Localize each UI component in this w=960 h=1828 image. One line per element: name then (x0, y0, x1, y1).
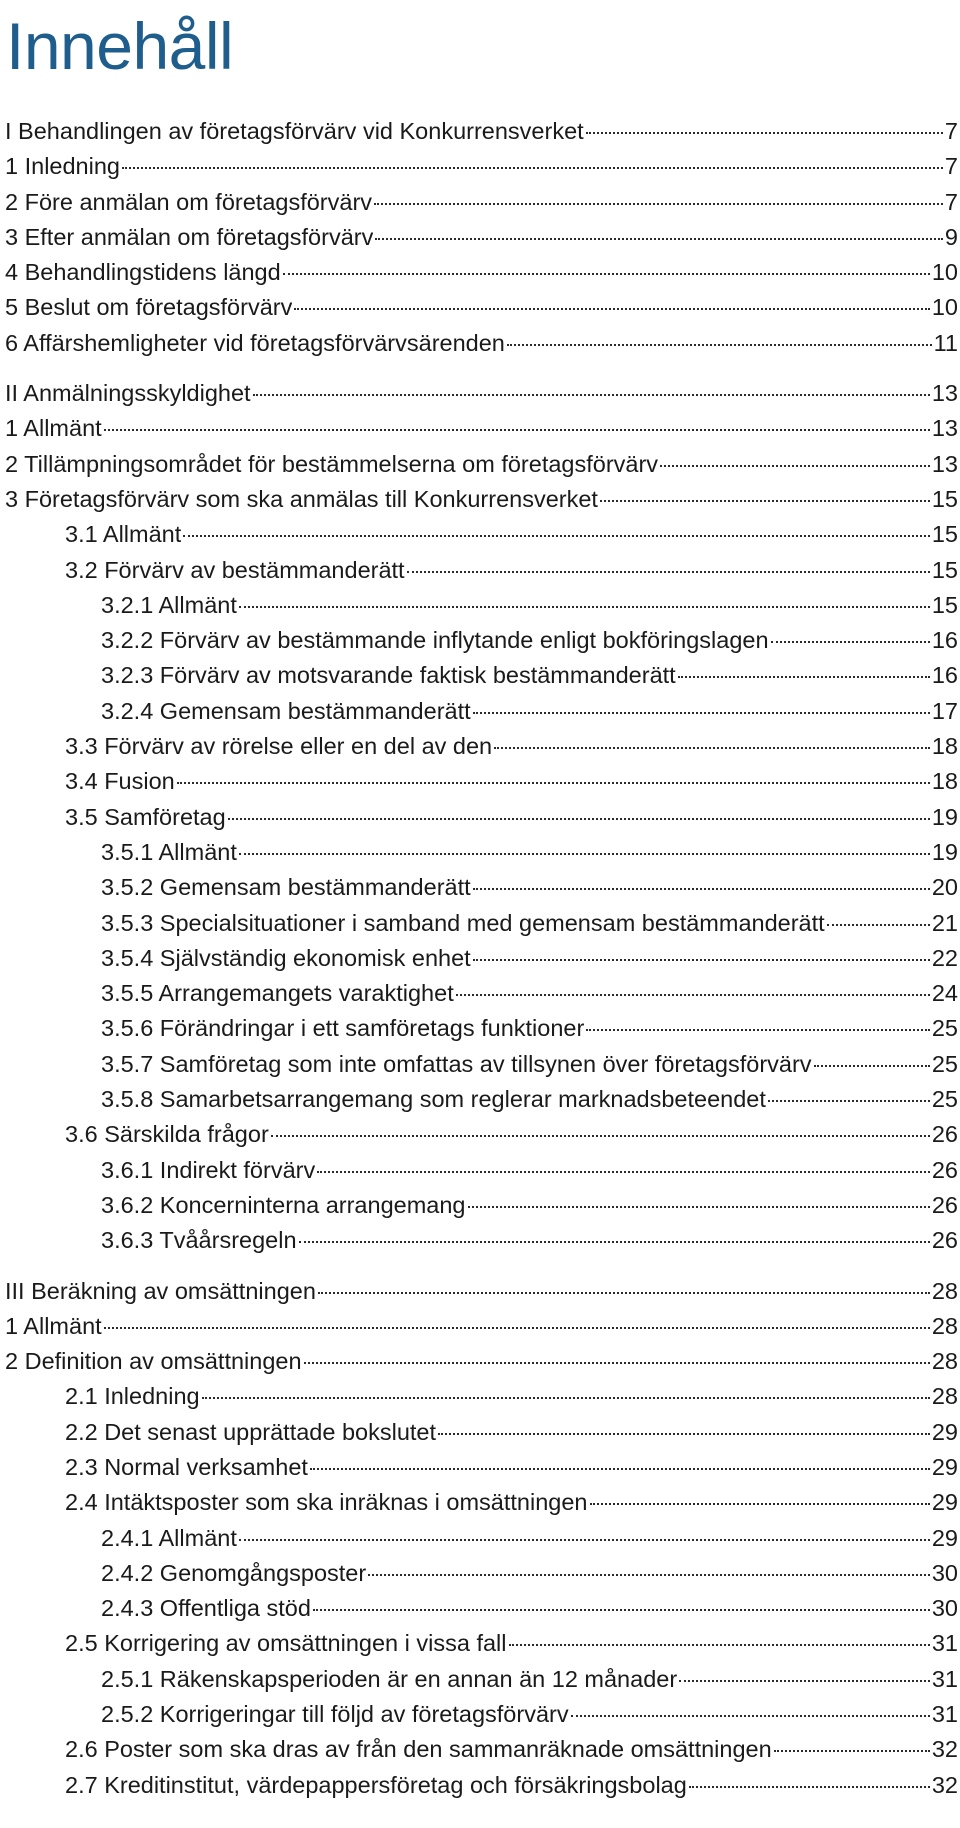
toc-page-number: 29 (931, 1524, 958, 1551)
dot-leader (283, 273, 930, 275)
toc-entry[interactable] (5, 376, 958, 411)
toc-entry-label: 3.5.2 Gemensam bestämmanderätt (101, 874, 471, 901)
dot-leader (313, 1609, 930, 1611)
toc-page-number: 31 (931, 1630, 958, 1657)
toc-page-number: 16 (931, 627, 958, 654)
toc-entry[interactable] (5, 1556, 958, 1591)
toc-page-number: 15 (931, 485, 958, 512)
toc-entry[interactable] (5, 1188, 958, 1223)
toc-entry-label: 3.2.3 Förvärv av motsvarande faktisk bestämmanderätt (101, 662, 676, 689)
toc-page-number: 25 (931, 1086, 958, 1113)
dot-leader (183, 535, 930, 537)
toc-page-number: 32 (931, 1771, 958, 1798)
toc-page-number: 30 (931, 1595, 958, 1622)
dot-leader (600, 500, 930, 502)
toc-page-number: 32 (931, 1736, 958, 1763)
dot-leader (368, 1574, 930, 1576)
toc-entry[interactable] (5, 800, 958, 835)
toc-page-number: 16 (931, 662, 958, 689)
toc-entry-label: 3.2.4 Gemensam bestämmanderätt (101, 697, 471, 724)
toc-entry-label: 3 Företagsförvärv som ska anmälas till Konkurrensverket (5, 485, 598, 512)
toc-entry[interactable] (5, 658, 958, 693)
dot-leader (494, 747, 930, 749)
toc-page-number: 17 (931, 697, 958, 724)
toc-page-number: 15 (931, 521, 958, 548)
toc-entry-label: 2.1 Inledning (65, 1383, 200, 1410)
dot-leader (473, 959, 930, 961)
toc-entry[interactable] (5, 1768, 958, 1803)
page-title: Innehåll (6, 9, 234, 83)
toc-entry-label: 3.5.5 Arrangemangets varaktighet (101, 980, 454, 1007)
toc-entry-label: 2.4.1 Allmänt (101, 1524, 237, 1551)
toc-entry[interactable] (5, 1309, 958, 1344)
dot-leader (679, 1680, 930, 1682)
toc-entry[interactable] (5, 1591, 958, 1626)
toc-page-number: 13 (931, 380, 958, 407)
toc-page-number: 28 (931, 1348, 958, 1375)
toc-entry-label: 6 Affärshemligheter vid företagsförvärvsärenden (5, 329, 505, 356)
toc-entry[interactable] (5, 1662, 958, 1697)
dot-leader (202, 1397, 930, 1399)
dot-leader (317, 1171, 930, 1173)
dot-leader (456, 994, 930, 996)
dot-leader (310, 1468, 930, 1470)
toc-section (5, 376, 958, 1258)
table-of-contents (5, 114, 958, 1803)
toc-page-number: 13 (931, 450, 958, 477)
toc-entry-label: 2.2 Det senast upprättade bokslutet (65, 1418, 437, 1445)
dot-leader (586, 132, 943, 134)
toc-entry[interactable] (5, 976, 958, 1011)
toc-entry[interactable] (5, 220, 958, 255)
toc-entry[interactable] (5, 623, 958, 658)
toc-entry-label: 3.4 Fusion (65, 768, 175, 795)
toc-page-number: 28 (931, 1312, 958, 1339)
dot-leader (253, 394, 930, 396)
dot-leader (689, 1786, 930, 1788)
toc-entry-label: 1 Allmänt (5, 415, 102, 442)
toc-entry-label: 2 Definition av omsättningen (5, 1348, 302, 1375)
toc-entry[interactable] (5, 1344, 958, 1379)
dot-leader (590, 1503, 930, 1505)
toc-page-number: 7 (944, 153, 958, 180)
dot-leader (660, 465, 930, 467)
toc-page-number: 7 (944, 188, 958, 215)
toc-entry[interactable] (5, 1153, 958, 1188)
toc-page-number: 18 (931, 733, 958, 760)
toc-entry[interactable] (5, 1450, 958, 1485)
toc-entry[interactable] (5, 870, 958, 905)
toc-page-number: 9 (944, 223, 958, 250)
toc-entry-label: 2 Före anmälan om företagsförvärv (5, 188, 373, 215)
dot-leader (586, 1029, 930, 1031)
toc-page-number: 30 (931, 1559, 958, 1586)
toc-entry[interactable] (5, 1117, 958, 1152)
toc-entry-label: 2.7 Kreditinstitut, värdepappersföretag och försäkringsbolag (65, 1771, 687, 1798)
toc-entry[interactable] (5, 1521, 958, 1556)
toc-entry-label: 2.4 Intäktsposter som ska inräknas i omsättningen (65, 1489, 588, 1516)
toc-entry-label: 3.5.6 Förändringar i ett samföretags funktioner (101, 1015, 585, 1042)
toc-entry-label: 4 Behandlingstidens längd (5, 259, 281, 286)
dot-leader (304, 1362, 930, 1364)
dot-leader (438, 1433, 930, 1435)
dot-leader (239, 853, 930, 855)
dot-leader (239, 1539, 930, 1541)
toc-entry[interactable] (5, 1485, 958, 1520)
dot-leader (571, 1715, 930, 1717)
toc-page-number: 31 (931, 1701, 958, 1728)
toc-entry[interactable] (5, 255, 958, 290)
toc-page-number: 10 (931, 294, 958, 321)
toc-page-number: 19 (931, 838, 958, 865)
toc-entry[interactable] (5, 185, 958, 220)
toc-entry[interactable] (5, 411, 958, 446)
toc-entry-label: 3.6.2 Koncerninterna arrangemang (101, 1191, 466, 1218)
toc-entry[interactable] (5, 114, 958, 149)
dot-leader (827, 924, 930, 926)
dot-leader (678, 676, 930, 678)
toc-entry-label: 3.5.4 Självständig ekonomisk enhet (101, 944, 471, 971)
toc-entry-label: 2.4.2 Genomgångsposter (101, 1559, 367, 1586)
dot-leader (294, 308, 930, 310)
toc-entry-label: 2.4.3 Offentliga stöd (101, 1595, 311, 1622)
toc-entry-label: I Behandlingen av företagsförvärv vid Konkurrensverket (5, 118, 584, 144)
toc-page-number: 19 (931, 803, 958, 830)
toc-entry-label: II Anmälningsskyldighet (5, 380, 251, 407)
toc-page-number: 28 (931, 1383, 958, 1410)
toc-entry[interactable] (5, 1415, 958, 1450)
dot-leader (177, 782, 930, 784)
toc-entry[interactable] (5, 764, 958, 799)
toc-entry[interactable] (5, 729, 958, 764)
toc-entry-label: III Beräkning av omsättningen (5, 1277, 316, 1304)
toc-entry-label: 5 Beslut om företagsförvärv (5, 294, 293, 321)
toc-entry-label: 3.5.7 Samföretag som inte omfattas av tillsynen över företagsförvärv (101, 1050, 812, 1077)
toc-page-number: 29 (931, 1418, 958, 1445)
dot-leader (239, 606, 930, 608)
toc-entry-label: 1 Inledning (5, 153, 120, 180)
dot-leader (228, 818, 930, 820)
toc-page-number: 15 (931, 591, 958, 618)
toc-page-number: 25 (931, 1050, 958, 1077)
toc-entry-label: 3.5 Samföretag (65, 803, 226, 830)
toc-page-number: 10 (931, 259, 958, 286)
dot-leader (473, 712, 930, 714)
toc-section (5, 114, 958, 361)
toc-entry-label: 3 Efter anmälan om företagsförvärv (5, 223, 374, 250)
toc-entry[interactable] (5, 941, 958, 976)
toc-entry[interactable] (5, 447, 958, 482)
toc-entry-label: 3.3 Förvärv av rörelse eller en del av den (65, 733, 493, 760)
toc-page-number: 29 (931, 1489, 958, 1516)
toc-entry-label: 3.6.1 Indirekt förvärv (101, 1156, 316, 1183)
toc-entry[interactable] (5, 906, 958, 941)
toc-page-number: 29 (931, 1453, 958, 1480)
toc-page-number: 26 (931, 1191, 958, 1218)
toc-entry-label: 3.2.1 Allmänt (101, 591, 237, 618)
toc-page-number: 31 (931, 1665, 958, 1692)
toc-page-number: 25 (931, 1015, 958, 1042)
dot-leader (104, 1327, 930, 1329)
toc-entry[interactable] (5, 149, 958, 184)
toc-entry-label: 3.5.3 Specialsituationer i samband med gemensam bestämmanderätt (101, 909, 825, 936)
toc-entry-label: 2.5.1 Räkenskapsperioden är en annan än 12 månader (101, 1665, 678, 1692)
dot-leader (509, 1644, 930, 1646)
toc-entry-label: 3.6.3 Tvåårsregeln (101, 1227, 297, 1254)
toc-page-number: 15 (931, 556, 958, 583)
toc-page-number: 7 (944, 118, 958, 144)
toc-entry-label: 3.2.2 Förvärv av bestämmande inflytande enligt bokföringslagen (101, 627, 769, 654)
toc-page-number: 28 (931, 1277, 958, 1304)
toc-entry[interactable] (5, 1732, 958, 1767)
toc-page-number: 21 (931, 909, 958, 936)
toc-entry[interactable] (5, 835, 958, 870)
toc-page-number: 26 (931, 1121, 958, 1148)
toc-page-number: 22 (931, 944, 958, 971)
toc-page-number: 20 (931, 874, 958, 901)
dot-leader (375, 238, 943, 240)
dot-leader (271, 1135, 930, 1137)
toc-entry[interactable] (5, 1047, 958, 1082)
toc-entry[interactable] (5, 1626, 958, 1661)
toc-entry-label: 3.1 Allmänt (65, 521, 182, 548)
toc-entry-label: 1 Allmänt (5, 1312, 102, 1339)
dot-leader (774, 1750, 930, 1752)
toc-section (5, 1274, 958, 1803)
toc-entry-label: 3.2 Förvärv av bestämmanderätt (65, 556, 405, 583)
toc-entry[interactable] (5, 1697, 958, 1732)
toc-entry[interactable] (5, 553, 958, 588)
toc-entry-label: 3.6 Särskilda frågor (65, 1121, 269, 1148)
dot-leader (104, 429, 930, 431)
toc-page-number: 26 (931, 1156, 958, 1183)
toc-entry-label: 3.5.8 Samarbetsarrangemang som reglerar marknadsbeteendet (101, 1086, 766, 1113)
toc-entry-label: 2.5 Korrigering av omsättningen i vissa fall (65, 1630, 507, 1657)
toc-entry[interactable] (5, 482, 958, 517)
toc-entry[interactable] (5, 1223, 958, 1258)
dot-leader (318, 1292, 930, 1294)
toc-page-number: 13 (931, 415, 958, 442)
dot-leader (771, 641, 930, 643)
toc-entry[interactable] (5, 588, 958, 623)
toc-entry[interactable] (5, 1274, 958, 1309)
dot-leader (468, 1206, 930, 1208)
dot-leader (407, 571, 930, 573)
toc-entry-label: 2 Tillämpningsområdet för bestämmelserna om företagsförvärv (5, 450, 659, 477)
toc-page-number: 24 (931, 980, 958, 1007)
dot-leader (768, 1100, 930, 1102)
toc-entry-label: 2.6 Poster som ska dras av från den sammanräknade omsättningen (65, 1736, 772, 1763)
toc-entry-label: 3.5.1 Allmänt (101, 838, 237, 865)
toc-entry-label: 2.3 Normal verksamhet (65, 1453, 308, 1480)
toc-page-number: 18 (931, 768, 958, 795)
toc-page-number: 11 (933, 329, 958, 356)
dot-leader (299, 1241, 930, 1243)
toc-entry[interactable] (5, 694, 958, 729)
toc-entry[interactable] (5, 1379, 958, 1414)
dot-leader (374, 203, 943, 205)
toc-entry[interactable] (5, 326, 958, 361)
dot-leader (814, 1065, 930, 1067)
toc-entry-label: 2.5.2 Korrigeringar till följd av företagsförvärv (101, 1701, 569, 1728)
toc-entry[interactable] (5, 290, 958, 325)
toc-entry[interactable] (5, 1082, 958, 1117)
toc-page-number: 26 (931, 1227, 958, 1254)
toc-entry[interactable] (5, 1011, 958, 1046)
toc-entry[interactable] (5, 517, 958, 552)
dot-leader (473, 888, 930, 890)
dot-leader (122, 167, 943, 169)
dot-leader (507, 344, 932, 346)
